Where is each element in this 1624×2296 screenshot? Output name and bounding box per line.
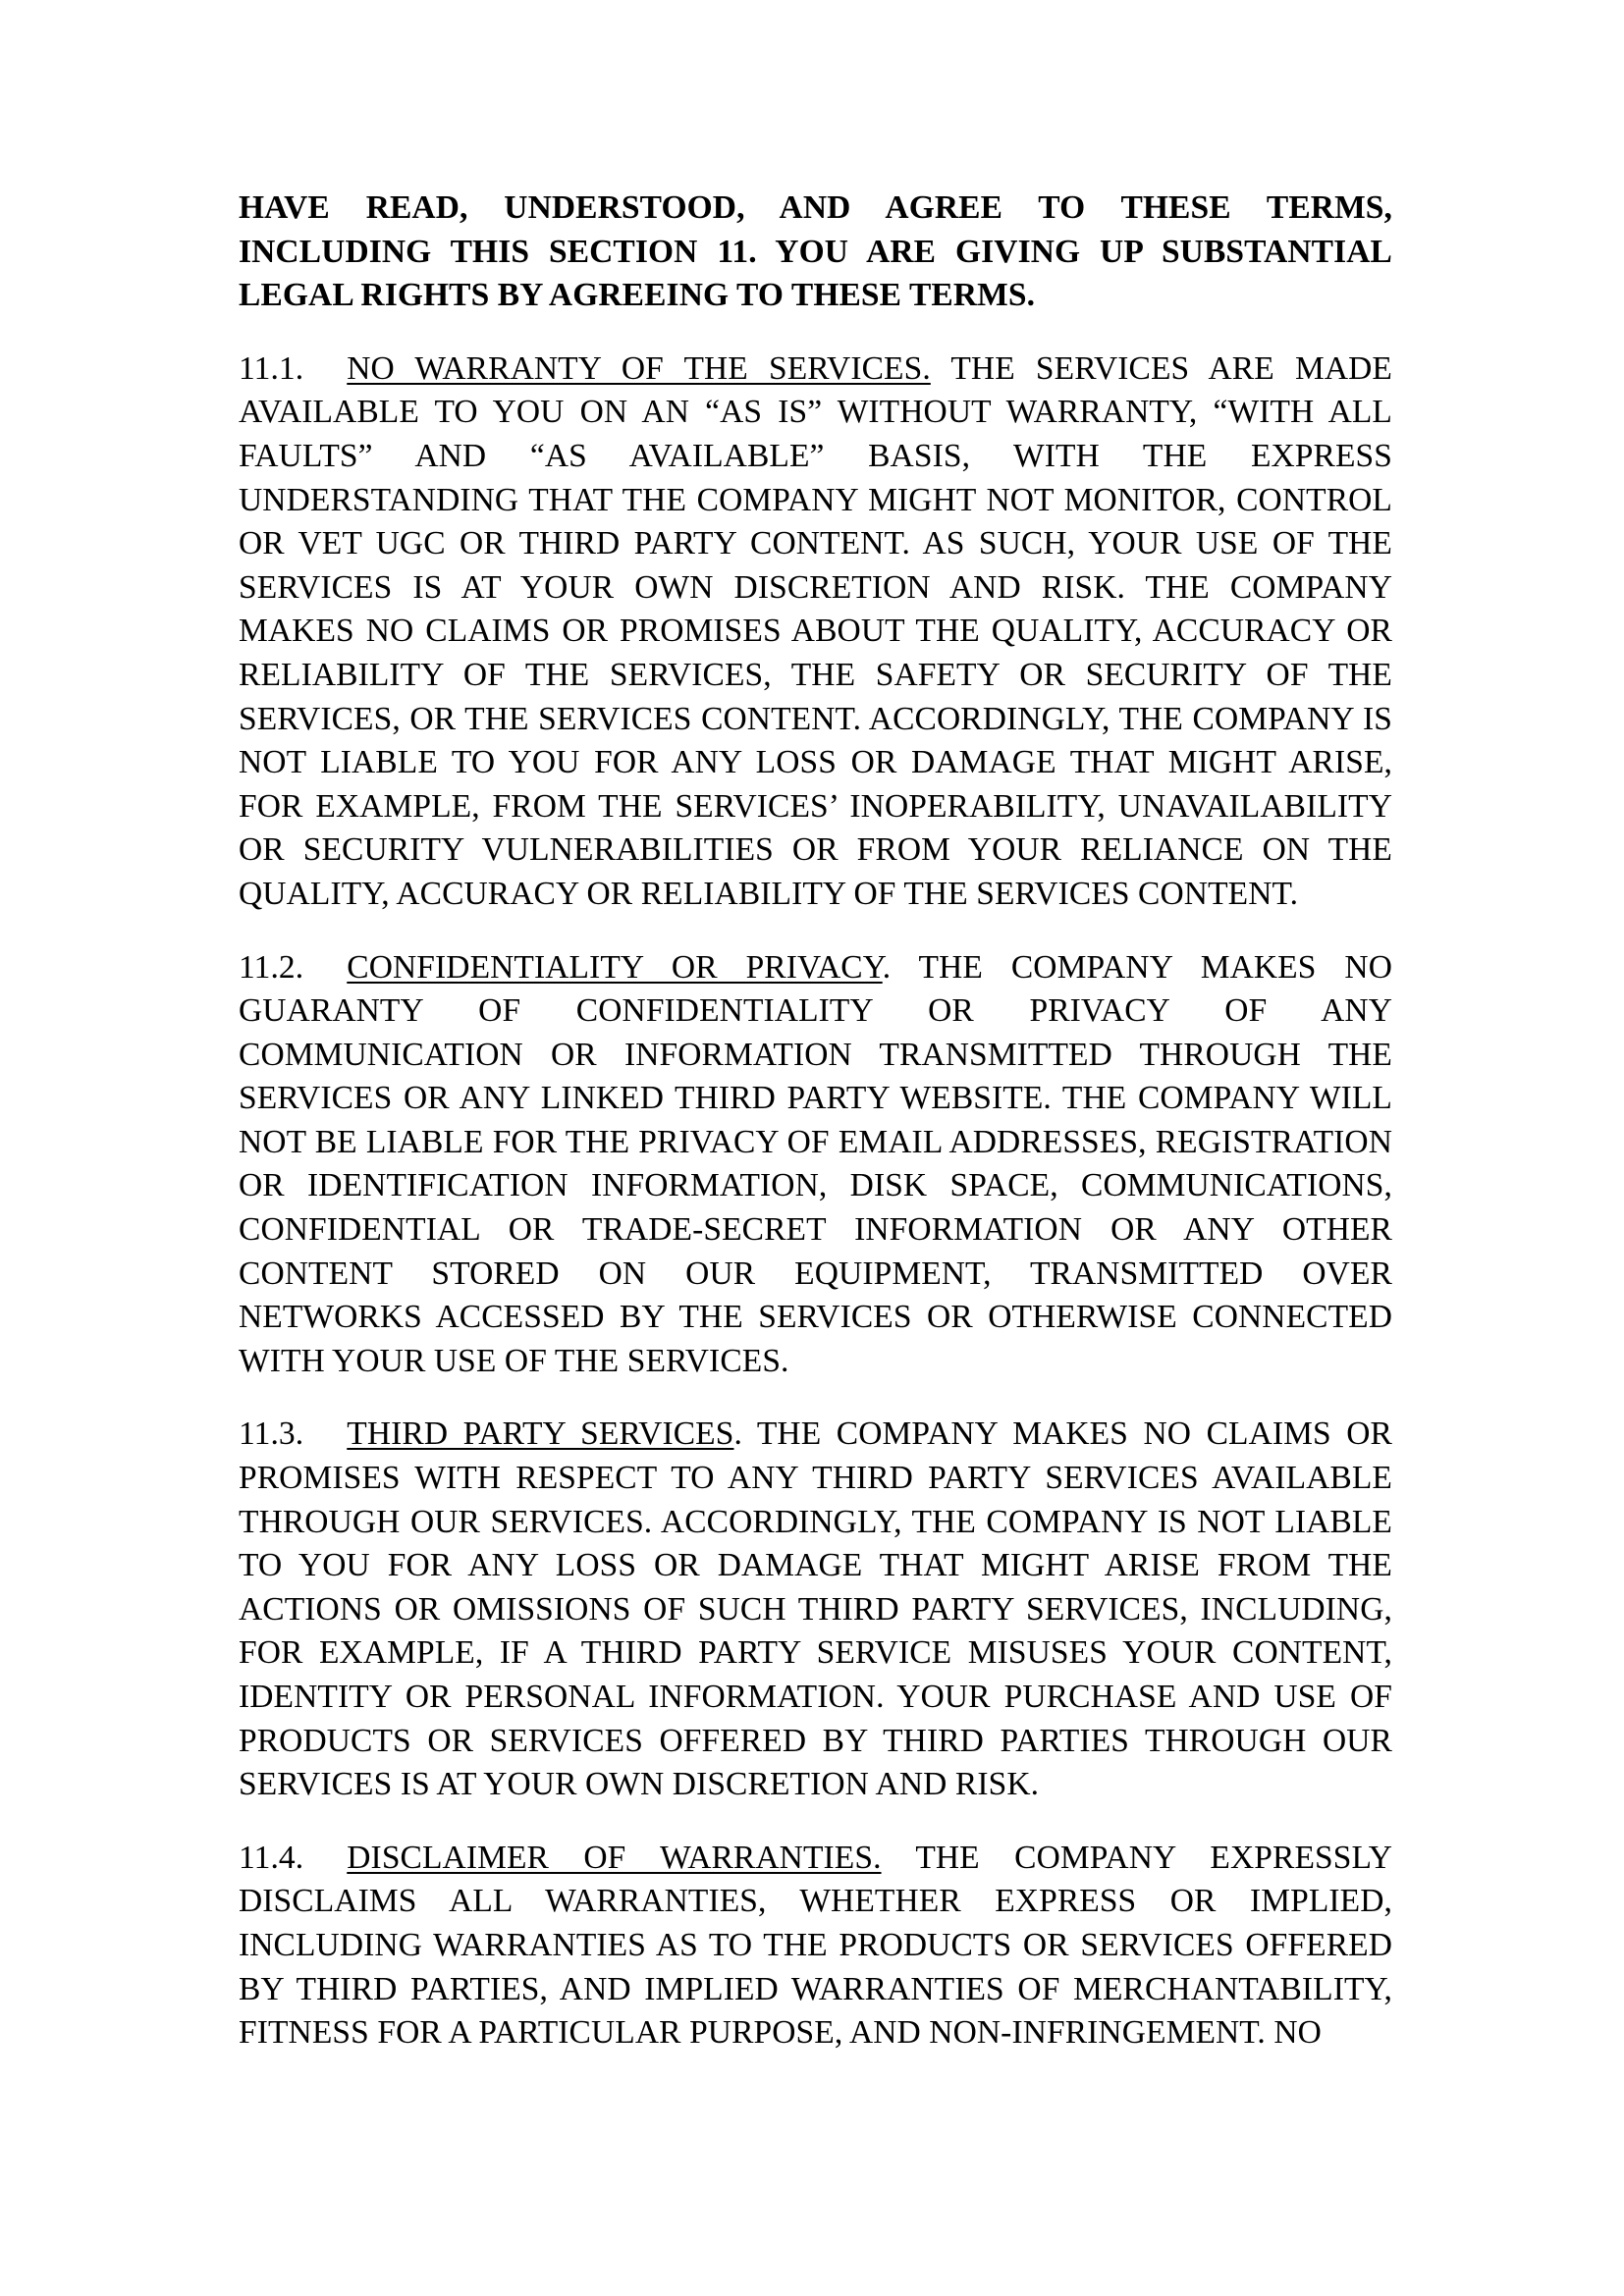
section-11-2-title-suffix: . bbox=[882, 948, 892, 986]
section-11-2-number: 11.2. bbox=[239, 948, 304, 986]
section-11-4-number: 11.4. bbox=[239, 1839, 304, 1876]
section-11-1-title: NO WARRANTY OF THE SERVICES. bbox=[347, 349, 931, 387]
section-11-2-body: THE COMPANY MAKES NO GUARANTY OF CONFIDENTIALITY OR PRIVACY OF ANY COMMUNICATION OR INFORMATION TRANSMITTED THROUGH THE SERVICES OR ANY LINKED THIRD PARTY WEBSITE. THE COMPANY WILL NOT BE LIABLE FOR THE PRIVACY OF EMAIL ADDRESSES, REGISTRATION OR IDENTIFICATION INFORMATION, DISK SPACE, COMMUNICATIONS, CONFIDENTIAL OR TRADE-SECRET INFORMATION OR ANY OTHER CONTENT STORED ON OUR EQUIPMENT, TRANSMITTED OVER NETWORKS ACCESSED BY THE SERVICES OR OTHERWISE CONNECTED WITH YOUR USE OF THE SERVICES. bbox=[239, 948, 1392, 1379]
section-11-4-title: DISCLAIMER OF WARRANTIES. bbox=[347, 1839, 882, 1876]
section-11-1-number: 11.1. bbox=[239, 349, 304, 387]
section-11-2-title: CONFIDENTIALITY OR PRIVACY bbox=[347, 948, 883, 986]
section-11-3-title-suffix: . bbox=[733, 1415, 742, 1453]
section-11-3-title: THIRD PARTY SERVICES bbox=[347, 1415, 734, 1453]
section-11-1 bbox=[239, 347, 1392, 917]
section-11-3 bbox=[239, 1413, 1392, 1806]
section-11-1-body: THE SERVICES ARE MADE AVAILABLE TO YOU ON AN “AS IS” WITHOUT WARRANTY, “WITH ALL FAULTS” AND “AS AVAILABLE” BASIS, WITH THE EXPRESS UNDERSTANDING THAT THE COMPANY MIGHT NOT MONITOR, CONTROL OR VET UGC OR THIRD PARTY CONTENT. AS SUCH, YOUR USE OF THE SERVICES IS AT YOUR OWN DISCRETION AND RISK. THE COMPANY MAKES NO CLAIMS OR PROMISES ABOUT THE QUALITY, ACCURACY OR RELIABILITY OF THE SERVICES, THE SAFETY OR SECURITY OF THE SERVICES, OR THE SERVICES CONTENT. ACCORDINGLY, THE COMPANY IS NOT LIABLE TO YOU FOR ANY LOSS OR DAMAGE THAT MIGHT ARISE, FOR EXAMPLE, FROM THE SERVICES’ INOPERABILITY, UNAVAILABILITY OR SECURITY VULNERABILITIES OR FROM YOUR RELIANCE ON THE QUALITY, ACCURACY OR RELIABILITY OF THE SERVICES CONTENT. bbox=[239, 349, 1392, 912]
section-11-3-body: THE COMPANY MAKES NO CLAIMS OR PROMISES WITH RESPECT TO ANY THIRD PARTY SERVICES AVAILABLE THROUGH OUR SERVICES. ACCORDINGLY, THE COMPANY IS NOT LIABLE TO YOU FOR ANY LOSS OR DAMAGE THAT MIGHT ARISE FROM THE ACTIONS OR OMISSIONS OF SUCH THIRD PARTY SERVICES, INCLUDING, FOR EXAMPLE, IF A THIRD PARTY SERVICE MISUSES YOUR CONTENT, IDENTITY OR PERSONAL INFORMATION. YOUR PURCHASE AND USE OF PRODUCTS OR SERVICES OFFERED BY THIRD PARTIES THROUGH OUR SERVICES IS AT YOUR OWN DISCRETION AND RISK. bbox=[239, 1415, 1392, 1803]
section-11-3-number: 11.3. bbox=[239, 1415, 304, 1453]
section-11-continuation-heading bbox=[239, 187, 1392, 318]
section-11-4 bbox=[239, 1837, 1392, 2056]
section-11-4-body: THE COMPANY EXPRESSLY DISCLAIMS ALL WARRANTIES, WHETHER EXPRESS OR IMPLIED, INCLUDING WARRANTIES AS TO THE PRODUCTS OR SERVICES OFFERED BY THIRD PARTIES, AND IMPLIED WARRANTIES OF MERCHANTABILITY, FITNESS FOR A PARTICULAR PURPOSE, AND NON-INFRINGEMENT. NO bbox=[239, 1839, 1392, 2052]
section-11-2 bbox=[239, 946, 1392, 1384]
page-content bbox=[239, 187, 1392, 2056]
heading-text: HAVE READ, UNDERSTOOD, AND AGREE TO THESE TERMS, INCLUDING THIS SECTION 11. YOU ARE GIVING UP SUBSTANTIAL LEGAL RIGHTS BY AGREEING TO THESE TERMS. bbox=[239, 189, 1392, 314]
